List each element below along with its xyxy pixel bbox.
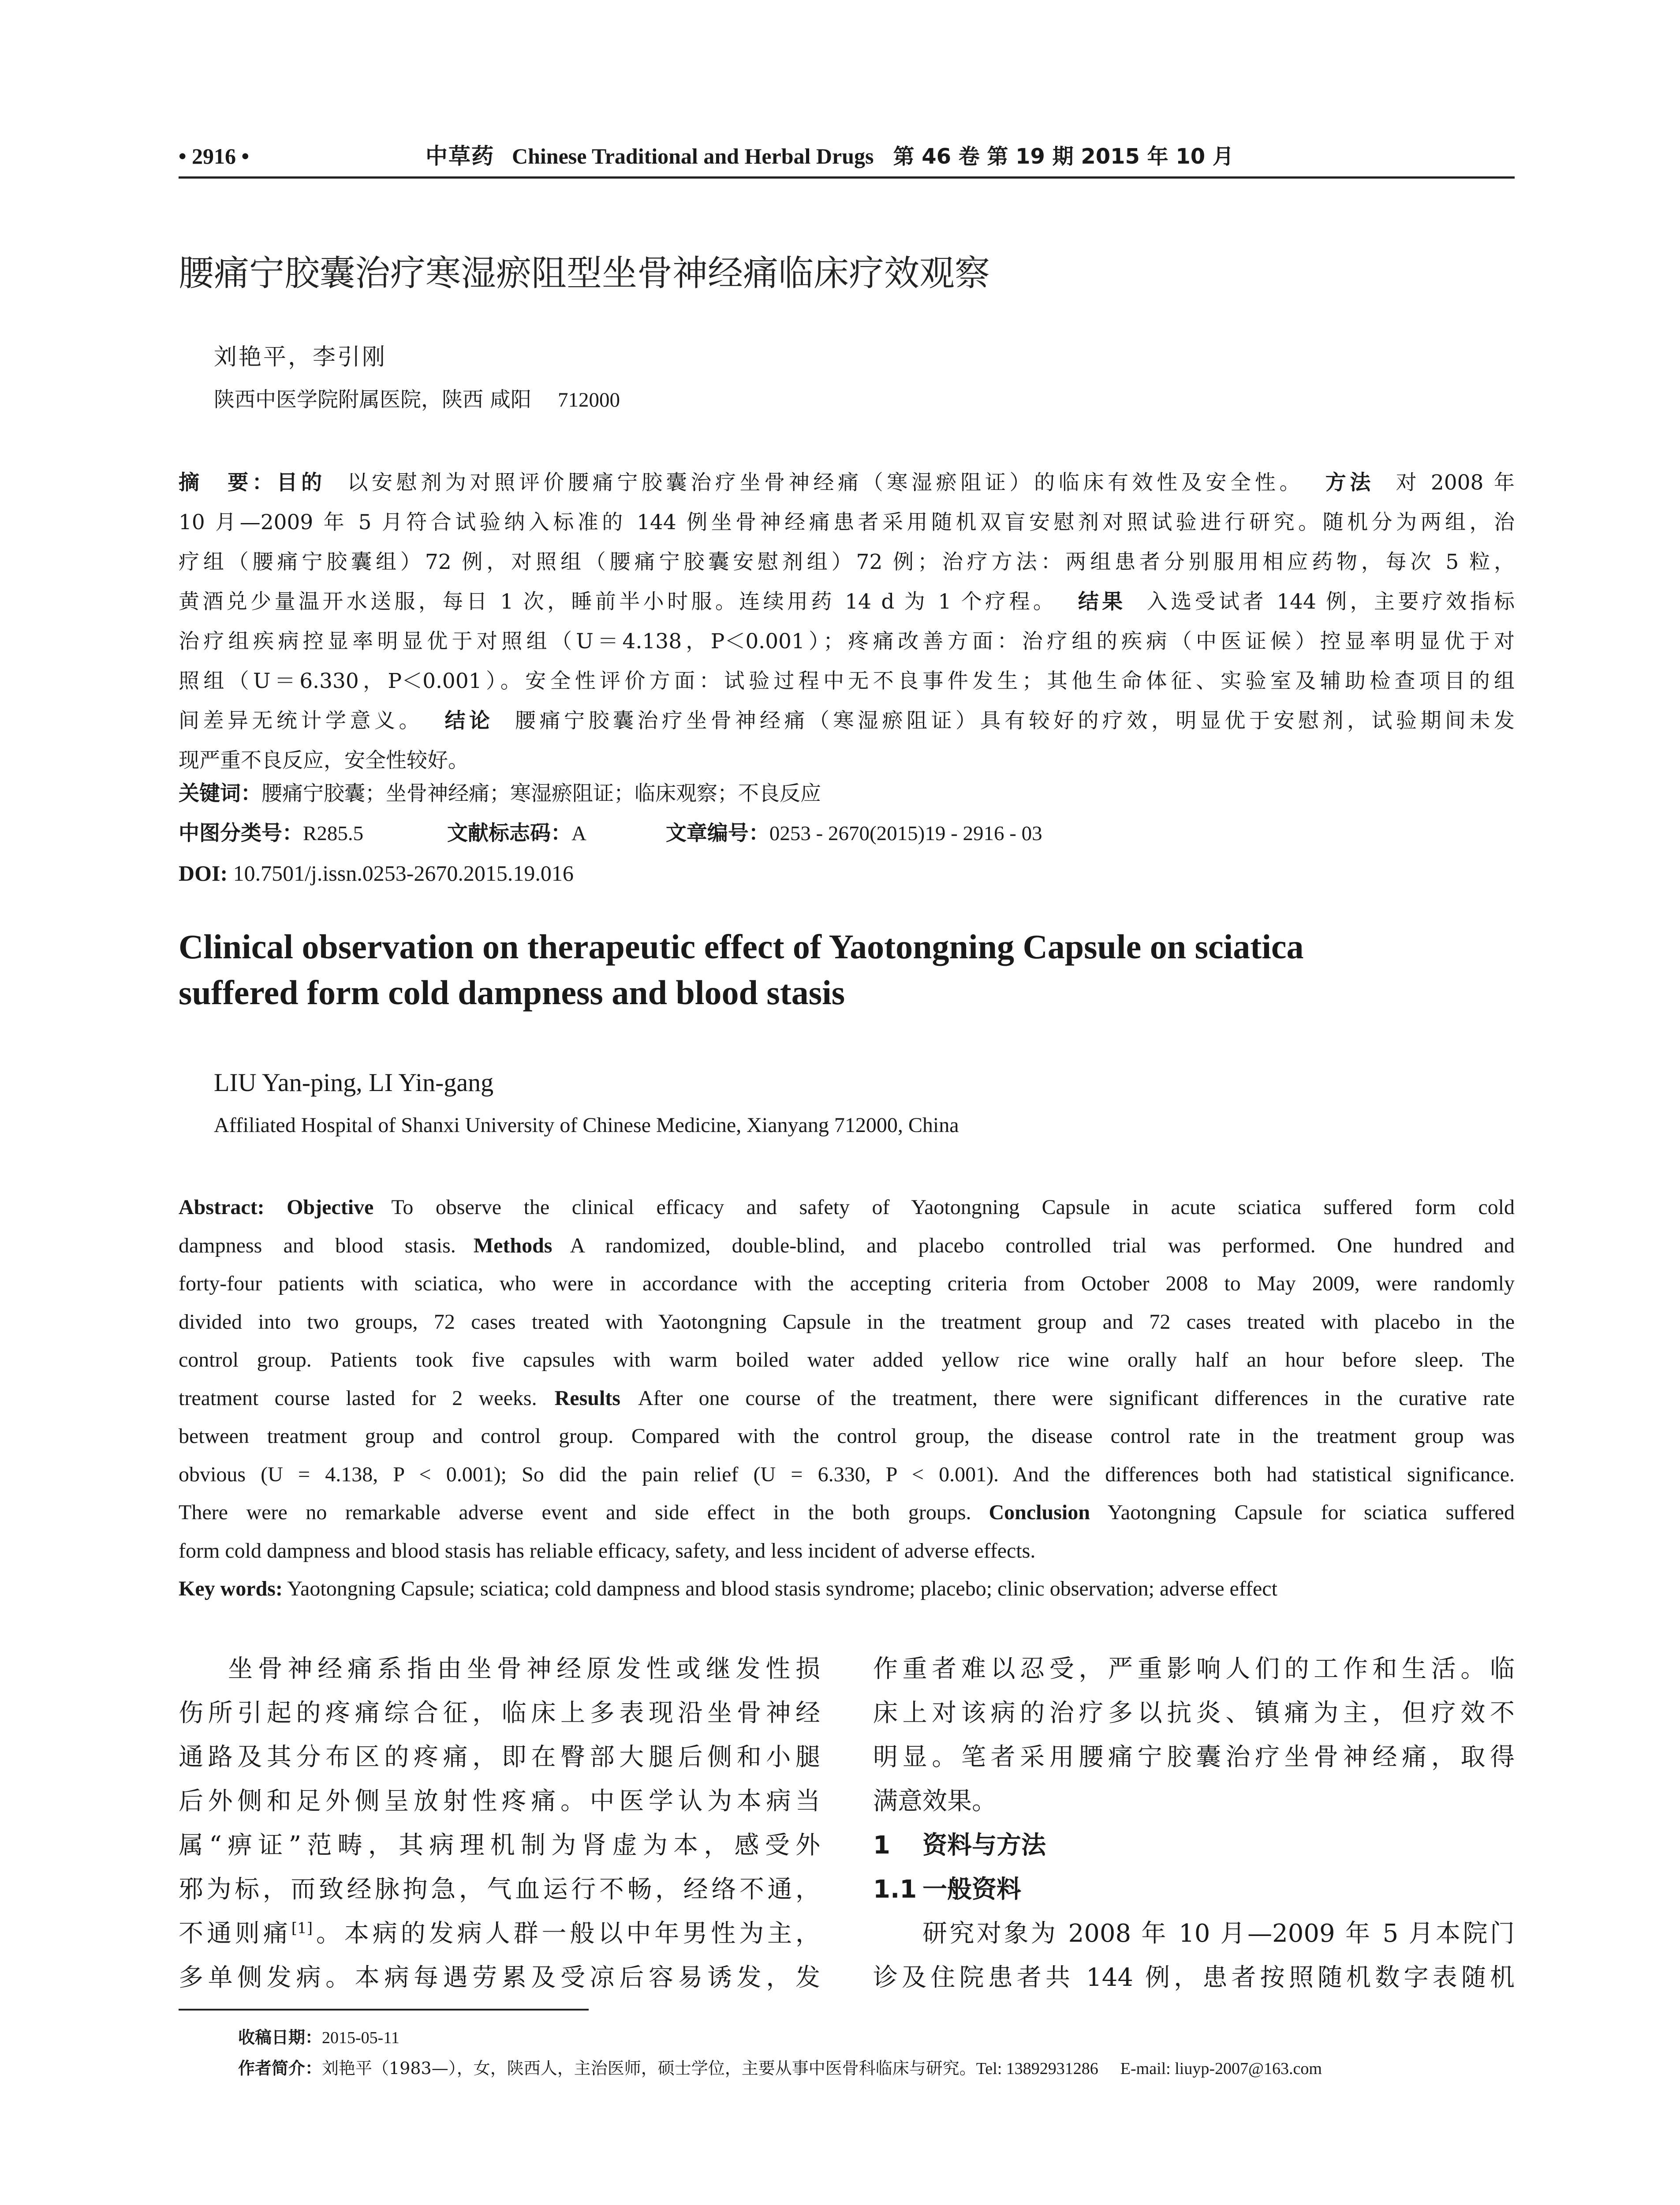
en-abstract-line-text: A randomized, double-blind, and placebo controlled trial was performed. One hundred and (570, 1233, 1515, 1257)
en-keywords (179, 1570, 1515, 1608)
body-right-column (873, 1647, 1515, 2000)
cn-keywords-label: 关键词： (179, 781, 261, 806)
en-keywords-text: Yaotongning Capsule; sciatica; cold dampness and blood stasis syndrome; placebo; clinic observation; adverse effect (287, 1577, 1277, 1600)
section-1-1-number: 1.1 (873, 1875, 917, 1904)
cn-abstract-line-text: 对 2008 年 (1392, 471, 1515, 495)
body-line (873, 1912, 1515, 1956)
en-abstract-line (179, 1532, 1515, 1570)
body-line-text: 后外侧和足外侧呈放射性疼痛。中医学认为本病当 (179, 1787, 820, 1816)
en-abstract-line-text: obvious (U = 4.138, P < 0.001); So did the pain relief (U = 6.330, P < 0.001). And the differences both had statistical significance. (179, 1462, 1515, 1486)
doi-line (179, 858, 1515, 889)
body-line-text: 诊及住院患者共 144 例，患者按照随机数字表随机 (873, 1963, 1515, 1992)
section-1-heading (873, 1824, 1515, 1868)
body-line (179, 1647, 820, 1691)
body-line-text: 多单侧发病。本病每遇劳累及受凉后容易诱发，发 (179, 1963, 820, 1992)
cn-abstract-line-label: 结果 (1075, 590, 1126, 614)
body-line-text: 床上对该病的治疗多以抗炎、镇痛为主，但疗效不 (873, 1699, 1515, 1727)
en-keywords-label: Key words: (179, 1577, 283, 1600)
journal-info (426, 140, 1234, 172)
clc-value: R285.5 (303, 822, 364, 845)
en-authors: LIU Yan-ping, LI Yin-gang (214, 1068, 494, 1097)
cn-postcode: 712000 (557, 389, 620, 411)
cn-abstract-line-text: 入选受试者 144 例，主要疗效指标 (1143, 590, 1515, 614)
cn-keywords-text: 腰痛宁胶囊；坐骨神经痛；寒湿瘀阻证；临床观察；不良反应 (261, 781, 821, 806)
cn-abstract-line-text: 黄酒兑少量温开水送服，每日 1 次，睡前半小时服。连续用药 14 d 为 1 个疗程。 (179, 590, 1057, 614)
doc-code-label: 文献标志码： (447, 821, 572, 845)
en-abstract-line-text: between treatment group and control group. Compared with the control group, the disease control rate in the treatment group was (179, 1424, 1515, 1448)
issue-info: 第 46 卷 第 19 期 2015 年 10 月 (893, 144, 1234, 169)
en-abstract-line-label: Methods (473, 1233, 553, 1257)
doi-value: 10.7501/j.issn.0253-2670.2015.19.016 (233, 861, 574, 886)
body-line-text: 坐骨神经痛系指由坐骨神经原发性或继发性损 (228, 1655, 820, 1683)
en-title-line: suffered form cold dampness and blood stasis (179, 973, 845, 1012)
cn-abstract-line-text: 间差异无统计学意义。 (179, 709, 423, 733)
footnote-rule (179, 2009, 589, 2011)
clc-label: 中图分类号： (179, 821, 303, 845)
cn-abstract-line-text: 治疗组疾病控显率明显优于对照组（U＝4.138，P＜0.001）；疼痛改善方面：治疗组的疾病（中医证候）控显率明显优于对 (179, 629, 1515, 654)
body-line-text: 属“痹证”范畴，其病理机制为肾虚为本，感受外 (179, 1831, 820, 1860)
en-abstract-line-text: Yaotongning Capsule for sciatica suffered (1107, 1501, 1515, 1524)
body-line (179, 1824, 820, 1868)
en-abstract-line (179, 1341, 1515, 1379)
cn-keywords (179, 778, 1515, 809)
citation-ref: [1] (291, 1919, 313, 1937)
cn-abstract-line-label: 方法 (1322, 471, 1374, 495)
en-abstract-line-label: Conclusion (989, 1501, 1090, 1524)
body-line (179, 1779, 820, 1824)
en-abstract-line (179, 1227, 1515, 1265)
en-abstract-line (179, 1188, 1515, 1227)
author-tel: Tel: 13892931286 (976, 2059, 1098, 2078)
body-line (873, 1647, 1515, 1691)
body-left-column (179, 1647, 820, 2000)
en-title-line: Clinical observation on therapeutic effect of Yaotongning Capsule on sciatica (179, 927, 1304, 966)
author-bio: 刘艳平（1983—），女，陕西人，主治医师，硕士学位，主要从事中医骨科临床与研究。 (322, 2059, 976, 2078)
en-abstract (179, 1188, 1515, 1608)
body-line (873, 1735, 1515, 1779)
cn-abstract-line-text: 现严重不良反应，安全性较好。 (179, 748, 469, 773)
cn-abstract-line (179, 741, 1515, 781)
en-abstract-line-text: There were no remarkable adverse event and side effect in the both groups. (179, 1501, 971, 1524)
body-line (179, 1868, 820, 1912)
cn-abstract-line-label: 摘 要：目的 (179, 471, 326, 495)
en-abstract-line-label: Results (554, 1386, 620, 1410)
body-line-text: 。本病的发病人群一般以中年男性为主， (312, 1919, 821, 1948)
body-line (873, 1691, 1515, 1735)
doi-label: DOI: (179, 861, 228, 886)
section-1-title: 资料与方法 (922, 1831, 1046, 1860)
en-title (179, 924, 1523, 1016)
body-line-text: 满意效果。 (873, 1787, 997, 1816)
section-1-1-title: 一般资料 (922, 1875, 1021, 1904)
body-line-text: 不通则痛 (179, 1919, 291, 1948)
body-line-text: 作重者难以忍受，严重影响人们的工作和生活。临 (873, 1655, 1515, 1683)
cn-title: 腰痛宁胶囊治疗寒湿瘀阻型坐骨神经痛临床疗效观察 (179, 253, 990, 294)
en-abstract-line-text: To observe the clinical efficacy and safety of Yaotongning Capsule in acute sciatica suffered form cold (391, 1196, 1515, 1219)
author-email: E-mail: liuyp-2007@163.com (1120, 2059, 1322, 2078)
body-line-text: 明显。笔者采用腰痛宁胶囊治疗坐骨神经痛，取得 (873, 1743, 1515, 1771)
en-abstract-line (179, 1417, 1515, 1456)
body-line-text: 通路及其分布区的疼痛，即在臀部大腿后侧和小腿 (179, 1743, 820, 1771)
en-abstract-line-text: forty-four patients with sciatica, who were in accordance with the accepting criteria from October 2008 to May 2009, were randomly (179, 1272, 1515, 1295)
cn-abstract-line (179, 463, 1515, 503)
body-line-text: 邪为标，而致经脉拘急，气血运行不畅，经络不通， (179, 1875, 820, 1904)
article-no-label: 文章编号： (665, 821, 769, 845)
cn-abstract-line-text: 10 月—2009 年 5 月符合试验纳入标准的 144 例坐骨神经痛患者采用随机双盲安慰剂对照试验进行研究。随机分为两组，治 (179, 510, 1515, 534)
body-line (873, 1779, 1515, 1824)
cn-abstract-line (179, 701, 1515, 741)
running-header (179, 140, 1515, 172)
en-abstract-line-text: divided into two groups, 72 cases treated with Yaotongning Capsule in the treatment group and 72 cases treated with placebo in the (179, 1310, 1515, 1334)
body-right-section-text (873, 1912, 1515, 2000)
cn-abstract-line-text: 疗组（腰痛宁胶囊组）72 例，对照组（腰痛宁胶囊安慰剂组）72 例；治疗方法：两组患者分别服用相应药物，每次 5 粒， (179, 550, 1515, 574)
en-affiliation: Affiliated Hospital of Shanxi University of Chinese Medicine, Xianyang 712000, China (214, 1114, 959, 1137)
en-abstract-line-label: Abstract: Objective (179, 1196, 374, 1219)
en-abstract-line (179, 1456, 1515, 1494)
cn-abstract-line (179, 503, 1515, 542)
cn-classification (179, 818, 1515, 849)
cn-authors: 刘艳平，李引刚 (214, 344, 387, 370)
en-abstract-line (179, 1494, 1515, 1532)
received-date: 2015-05-11 (322, 2029, 399, 2047)
header-rule (179, 176, 1515, 179)
body-line-text: 研究对象为 2008 年 10 月—2009 年 5 月本院门 (922, 1919, 1515, 1948)
cn-abstract (179, 463, 1515, 781)
cn-affiliation (214, 386, 620, 414)
en-abstract-line (179, 1303, 1515, 1342)
en-abstract-line-text: dampness and blood stasis. (179, 1233, 456, 1257)
body-line (179, 1691, 820, 1735)
author-bio-label: 作者简介： (238, 2059, 322, 2078)
section-1-1-heading (873, 1868, 1515, 1912)
cn-abstract-line-text: 腰痛宁胶囊治疗坐骨神经痛（寒湿瘀阻证）具有较好的疗效，明显优于安慰剂，试验期间未发 (511, 709, 1515, 733)
en-abstract-line (179, 1379, 1515, 1418)
journal-name: Chinese Traditional and Herbal Drugs (512, 144, 874, 168)
cn-abstract-line-label: 结论 (441, 709, 494, 733)
cn-abstract-line (179, 622, 1515, 662)
page-number: • 2916 • (179, 144, 250, 168)
body-right-intro (873, 1647, 1515, 1824)
en-abstract-line-text: control group. Patients took five capsules with warm boiled water added yellow rice wine orally half an hour before sleep. The (179, 1348, 1515, 1372)
cn-abstract-line-text: 以安慰剂为对照评价腰痛宁胶囊治疗坐骨神经痛（寒湿瘀阻证）的临床有效性及安全性。 (343, 471, 1304, 495)
footnote-received (238, 2024, 399, 2051)
cn-abstract-line (179, 662, 1515, 701)
article-no-value: 0253 - 2670(2015)19 - 2916 - 03 (769, 822, 1042, 845)
cn-abstract-line-text: 照组（U＝6.330，P＜0.001）。安全性评价方面：试验过程中无不良事件发生；其他生命体征、实验室及辅助检查项目的组 (179, 669, 1515, 693)
body-line (873, 1956, 1515, 2000)
doc-code-value: A (571, 822, 586, 845)
body-line (179, 1912, 820, 1956)
en-abstract-line (179, 1265, 1515, 1303)
section-1-number: 1 (873, 1831, 890, 1860)
cn-abstract-line (179, 542, 1515, 582)
body-line (179, 1735, 820, 1779)
en-abstract-line-text: form cold dampness and blood stasis has reliable efficacy, safety, and less incident of adverse effects. (179, 1539, 1036, 1562)
journal-logo: 中草药 (426, 143, 494, 169)
en-abstract-line-text: treatment course lasted for 2 weeks. (179, 1386, 537, 1410)
body-line-text: 伤所引起的疼痛综合征，临床上多表现沿坐骨神经 (179, 1699, 820, 1727)
cn-abstract-line (179, 582, 1515, 622)
received-label: 收稿日期： (238, 2028, 322, 2047)
cn-affiliation-text: 陕西中医学院附属医院，陕西 咸阳 (214, 388, 531, 412)
body-line (179, 1956, 820, 2000)
en-abstract-line-text: After one course of the treatment, there were significant differences in the curative rate (638, 1386, 1515, 1410)
footnote-author (238, 2055, 1322, 2082)
